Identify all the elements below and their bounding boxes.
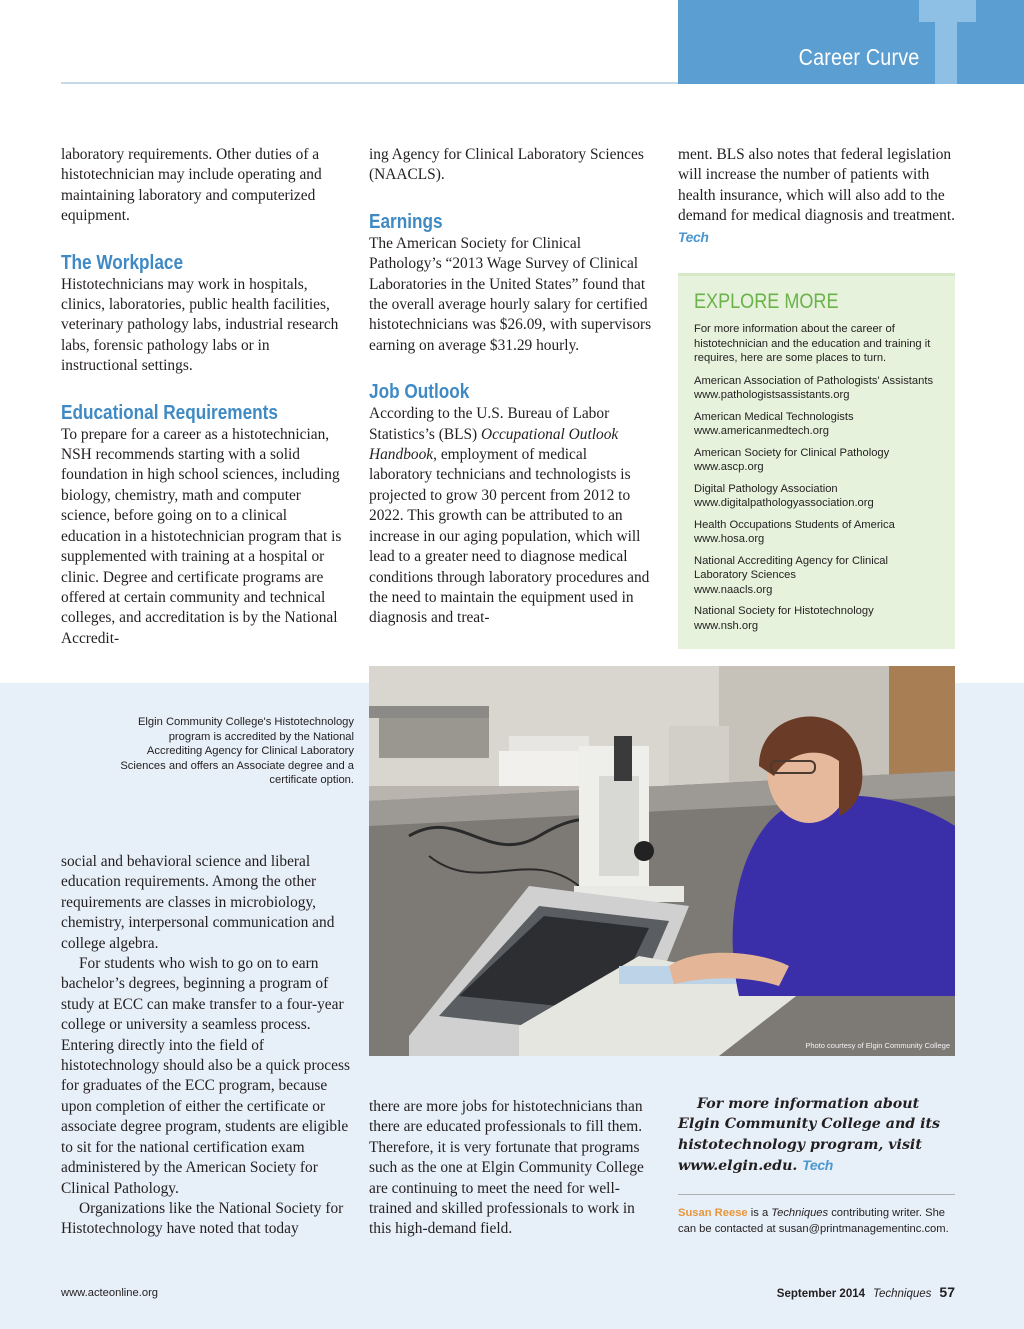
resource-item [694,482,943,511]
explore-title: EXPLORE MORE [694,290,839,313]
education-text: To prepare for a career as a histotechnician, NSH recommends starting with a solid foundation in high school sciences, including biology, chemistry, math and computer science, before going on to a clinical education in a histotechnician program that is supplemented with training at a hospital or clinic. Degree and certificate programs are offered at certain community and technical colleges, and accreditation is by the National Accredit- [61,425,342,647]
resource-name: National Society for Histotechnology [694,605,874,617]
bio-text: contributing writer. She can be contacted at susan@printmanagementinc.com. [678,1207,949,1235]
resource-name: Digital Pathology Association [694,482,838,495]
workplace-heading: The Workplace [61,251,184,274]
explore-more-box [678,273,955,649]
resource-link[interactable]: www.digitalpathologyassociation.org [694,497,874,509]
author-name: Susan Reese [678,1207,748,1219]
column3-text [678,145,955,248]
more-info-body [678,1114,958,1176]
page-number: 57 [939,1284,955,1300]
header-rule [61,82,678,84]
section-header [678,0,1024,84]
column-2 [369,145,654,629]
bio-text: is a [747,1207,772,1219]
more-info-text: Elgin Community College and its histotechnology program, visit www.elgin.edu. [678,1116,941,1175]
magazine-name: Techniques [873,1288,932,1300]
lab-photo [369,666,955,1056]
lab-photo-illustration [369,666,955,1056]
lower-paragraph: For students who wish to go on to earn bachelor’s degrees, beginning a program of study at ECC can make transfer to a four-year college or university a seamless process. Entering directly into the field of histotechnology should also be a quick process for graduates of the ECC program, because upon completion of either the certificate or associate degree program, students are eligible to sit for the national certification exam administered by the American Society for Clinical Pathology. [61,955,350,1197]
bio-divider [678,1194,955,1195]
outlook-heading: Job Outlook [369,381,470,404]
resource-link[interactable]: www.hosa.org [694,533,765,545]
footer-website[interactable]: www.acteonline.org [61,1287,159,1299]
resource-name: American Society for Clinical Pathology [694,446,890,459]
earnings-text: The American Society for Clinical Pathology’s “2013 Wage Survey of Clinical Laboratories in the United States” found that the overall average hourly salary for certified histotechnicians was $26.09, with supervisors earning on average $31.29 hourly. [369,234,652,354]
lower-column-1 [61,852,351,1240]
more-info-line: For more information about [697,1096,920,1112]
lower-paragraph: there are more jobs for histotechnicians than there are educated professionals to fill them. Therefore, it is very fortunate that programs such as the one at Elgin Community College are continuing to meet the need for well-trained and skilled professionals to work in this high-demand field. [369,1098,644,1238]
resource-item [694,554,943,598]
resource-name: National Accrediting Agency for Clinical Laboratory Sciences [694,554,889,581]
header-t-stem [935,0,957,84]
column-3 [678,145,955,248]
resource-item [694,518,943,547]
section-label: Career Curve [798,44,919,70]
resource-name: Health Occupations Students of America [694,518,895,531]
resource-name: American Medical Technologists [694,410,854,423]
column3-body: ment. BLS also notes that federal legislation will increase the number of patients with health insurance, which will also add to the demand for medical diagnosis and treatment. [678,146,955,225]
footer-info [777,1284,955,1300]
column2-intro: ing Agency for Clinical Laboratory Sciences (NAACLS). [369,146,644,184]
photo-caption: Elgin Community College's Histotechnology program is accredited by the National Accrediting Agency for Clinical Laboratory Sciences and offers an Associate degree and a certificate option. [120,716,354,786]
bio-magazine: Techniques [771,1207,829,1219]
earnings-heading: Earnings [369,210,443,233]
explore-intro: For more information about the career of histotechnician and the education and training it requires, here are some places to turn. [694,323,931,364]
resource-item [694,446,943,475]
outlook-text [369,404,654,628]
education-heading: Educational Requirements [61,401,278,424]
resource-link[interactable]: www.ascp.org [694,461,764,473]
photo-credit: Photo courtesy of Elgin Community College [805,1041,950,1050]
tech-end-mark: Tech [678,228,709,245]
outlook-text-post: , employment of medical laboratory technicians and technologists is projected to grow 30 percent from 2012 to 2022. This growth can be attributed to an increase in our aging population, which will lead to a greater need to diagnose medical conditions through laboratory procedures and the need to maintain the equipment used in diagnosis and treat- [369,446,650,627]
lower-paragraph: Organizations like the National Society for Histotechnology have noted that today [61,1199,344,1238]
lower-paragraph: social and behavioral science and liberal education requirements. Among the other requirements are classes in microbiology, chemistry, interpersonal communication and college algebra. [61,853,335,952]
resource-link[interactable]: www.americanmedtech.org [694,425,829,437]
resource-item [694,374,943,403]
resource-link[interactable]: www.nsh.org [694,619,759,632]
tech-end-mark: Tech [802,1157,833,1174]
resource-link[interactable]: www.naacls.org [694,583,773,596]
lower-column-2 [369,1097,659,1240]
resource-name: American Association of Pathologists' Assistants [694,374,934,387]
author-bio [678,1206,959,1237]
resource-link[interactable]: www.pathologistsassistants.org [694,389,850,401]
column-1 [61,145,346,649]
outlook-text-pre: According to the U.S. Bureau of Labor Statistics’s (BLS) [369,405,610,443]
more-info-callout [678,1094,958,1177]
resource-item [694,604,943,633]
workplace-text: Histotechnicians may work in hospitals, clinics, laboratories, public health facilities, veterinary pathology labs, industrial research labs, forensic pathology labs or in instructional settings. [61,275,339,375]
column1-intro: laboratory requirements. Other duties of a histotechnician may include operating and maintaining laboratory and computerized equipment. [61,146,322,225]
resource-item [694,410,943,439]
handbook-title: Occupational Outlook Handbook [369,425,619,464]
issue-date: September 2014 [776,1288,866,1300]
